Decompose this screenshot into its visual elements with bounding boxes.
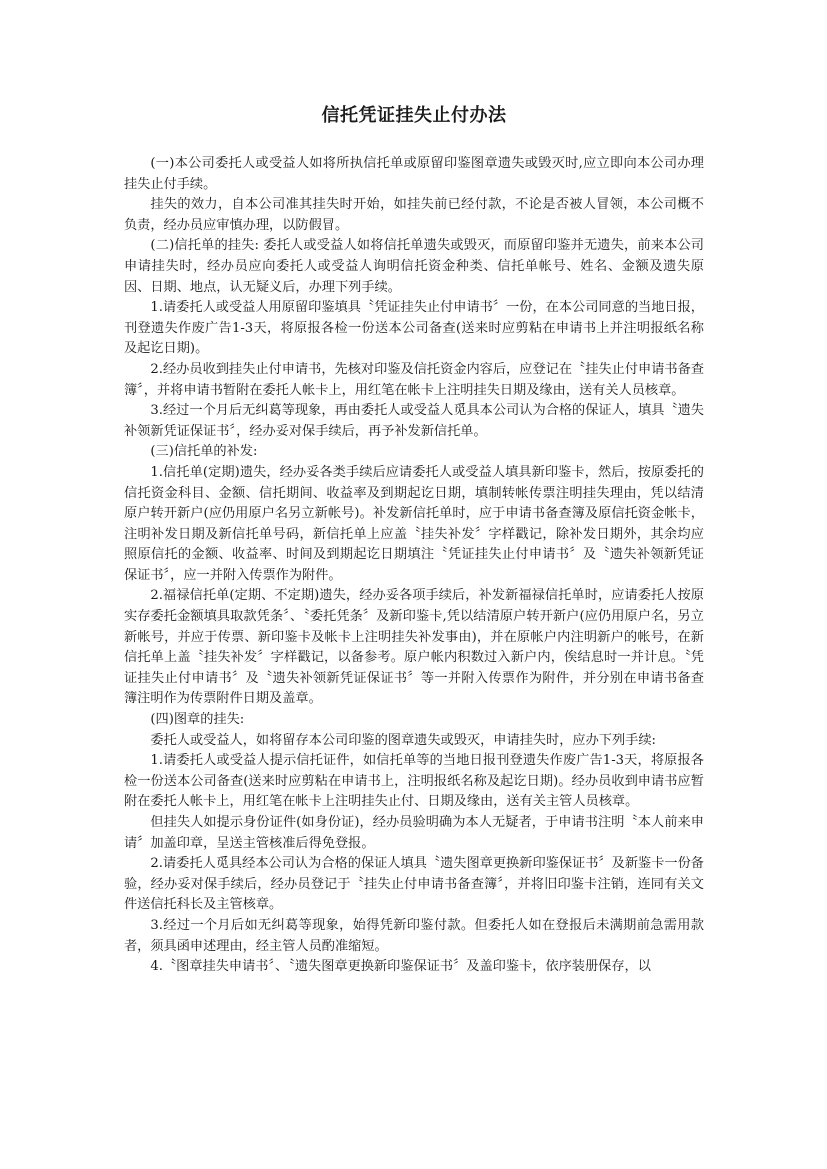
paragraph: 2.经办员收到挂失止付申请书，先核对印鉴及信托资金内容后，应登记在〝挂失止付申请书备查簿〞，并将申请书暂附在委托人帐卡上，用红笔在帐卡上注明挂失日期及缘由，送有关人员核章。 (124, 361, 704, 398)
paragraph: 挂失的效力，自本公司准其挂失时开始，如挂失前已经付款，不论是否被人冒领，本公司概不负责，经办员应审慎办理，以防假冒。 (124, 197, 704, 233)
paragraph: 3.经过一个月后无纠葛等现象，再由委托人或受益人觅具本公司认为合格的保证人，填具〝遗失补领新凭证保证书〞，经办妥对保手续后，再予补发新信托单。 (124, 403, 704, 439)
document-body (124, 154, 704, 978)
paragraph: 1.信托单(定期)遗失，经办妥各类手续后应请委托人或受益人填具新印鉴卡，然后，按原委托的信托资金科目、金额、信托期间、收益率及到期起讫日期，填制转帐传票注明挂失理由，凭以结清原户转开新户(应仍用原户名另立新帐号)。补发新信托单时，应于申请书备查簿及原信托资金帐卡，注明补发日期及新信托单号码，新信托单上应盖〝挂失补发〞字样戳记，除补发日期外，其余均应照原信托的金额、收益率、时间及到期起讫日期填注〝凭证挂失止付申请书〞及〝遗失补领新凭证保证书〞，应一并附入传票作为附件。 (124, 464, 704, 583)
document-page (124, 0, 704, 978)
paragraph: 2.福禄信托单(定期、不定期)遗失，经办妥各项手续后，补发新福禄信托单时，应请委托人按原实存委托金额填具取款凭条〞、〝委托凭条〞及新印鉴卡,凭以结清原户转开新户(应仍用原户名，另立新帐号，并应于传票、新印鉴卡及帐卡上注明挂失补发事由)，并在原帐户内注明新户的帐号，在新信托单上盖〝挂失补发〞字样戳记，以备参考。原户帐内积数过入新户内，俟结息时一并计息。〝凭证挂失止付申请书〞及〝遗失补领新凭证保证书〞等一并附入传票作为附件，并分别在申请书备查簿注明作为传票附件日期及盖章。 (124, 588, 704, 707)
paragraph: 4.〝图章挂失申请书〞、〝遗失图章更换新印鉴保证书〞及盖印鉴卡，依序装册保存，以 (150, 959, 651, 975)
paragraph: 委托人或受益人，如将留存本公司印鉴的图章遗失或毁灭，申请挂失时，应办下列手续: (150, 732, 656, 748)
paragraph: 但挂失人如提示身份证件(如身份证)，经办员验明确为本人无疑者，于申请书注明〝本人前来申请〞加盖印章，呈送主管核准后得免登报。 (124, 815, 704, 851)
section-heading: (三)信托单的补发: (150, 444, 258, 460)
paragraph: (二)信托单的挂失: 委托人或受益人如将信托单遗失或毁灭，而原留印鉴并无遗失，前来本公司申请挂失时，经办员应向委托人或受益人询明信托资金种类、信托单帐号、姓名、金额及遗失原因、日期、地点，认无疑义后，办理下列手续。 (124, 238, 704, 295)
section-heading: (四)图章的挂失: (150, 712, 245, 728)
paragraph: 3.经过一个月后如无纠葛等现象，始得凭新印鉴付款。但委托人如在登报后未满期前急需用款者，须具函申述理由，经主管人员酌准缩短。 (124, 917, 704, 954)
paragraph: 2.请委托人觅具经本公司认为合格的保证人填具〝遗失图章更换新印鉴保证书〞及新鉴卡一份备验，经办妥对保手续后，经办员登记于〝挂失止付申请书备查簿〞，并将旧印鉴卡注销，连同有关文件送信托科长及主管核章。 (124, 856, 704, 913)
document-title: 信托凭证挂失止付办法 (321, 105, 507, 126)
paragraph: (一)本公司委托人或受益人如将所执信托单或原留印鉴图章遗失或毁灭时,应立即向本公司办理挂失止付手续。 (124, 156, 704, 192)
paragraph: 1.请委托人或受益人提示信托证件，如信托单等的当地日报刊登遗失作废广告1-3天，将原报各检一份送本公司备查(送来时应剪粘在申请书上，注明报纸名称及起讫日期)。经办员收到申请书应暂附在委托人帐卡上，用红笔在帐卡上注明挂失止付、日期及缘由，送有关主管人员核章。 (124, 753, 704, 810)
paragraph: 1.请委托人或受益人用原留印鉴填具〝凭证挂失止付申请书〞一份，在本公司同意的当地日报，刊登遗失作废广告1-3天，将原报各检一份送本公司备查(送来时应剪粘在申请书上并注明报纸名称及起讫日期)。 (124, 300, 704, 357)
